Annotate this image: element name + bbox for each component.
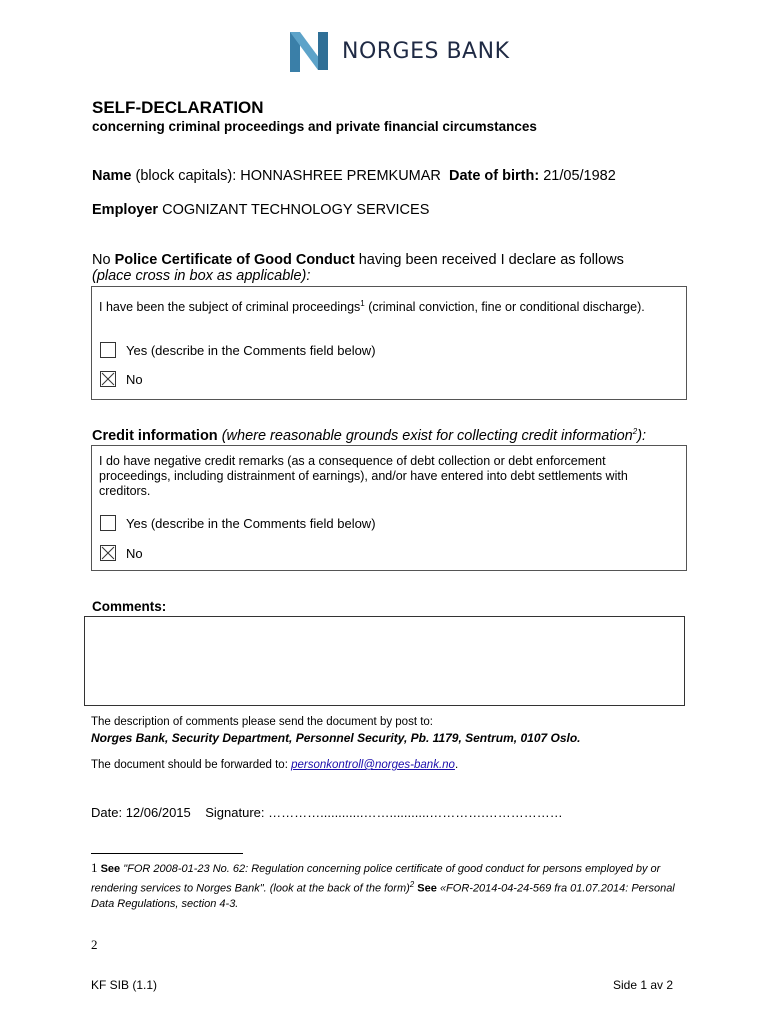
page-number: Side 1 av 2 [613, 978, 674, 992]
comments-label: Comments: [92, 599, 167, 614]
credit-no-label: No [126, 545, 143, 561]
credit-yes-label: Yes (describe in the Comments field below) [126, 515, 376, 531]
forward-text: The document should be forwarded to: [91, 759, 288, 771]
criminal-proceedings-box [91, 286, 687, 400]
credit-hint-end: ): [637, 427, 647, 444]
forward-end: . [454, 759, 459, 771]
footnote-see-1: See [100, 863, 121, 875]
footnote-number: 1 [91, 860, 98, 875]
footnote-see-2: See [417, 882, 437, 895]
employer-row [92, 202, 429, 218]
credit-statement: I do have negative credit remarks (as a consequence of debt collection or debt enforcement proceedings, including distrainment of earnings), and/or have entered into debt settlements with creditors. [99, 454, 628, 498]
police-intro-hint: (place cross in box as applicable): [92, 268, 311, 284]
page-subtitle: concerning criminal proceedings and private financial circumstances [92, 119, 537, 134]
footnote-divider [91, 853, 243, 854]
police-intro-bold: Police Certificate of Good Conduct [114, 252, 355, 268]
employer-value: COGNIZANT TECHNOLOGY SERVICES [162, 202, 430, 218]
post-instruction: The description of comments please send the document by post to: [91, 716, 433, 728]
credit-heading [92, 427, 646, 444]
dob-label: Date of birth: [448, 168, 540, 184]
footnote-ref-1: 1 [360, 299, 365, 308]
name-hint: (block capitals): [135, 168, 237, 184]
police-intro-post: having been received I declare as follows [358, 252, 624, 268]
police-intro-pre: No [92, 252, 111, 268]
footnote-ref-2: 2 [632, 427, 638, 436]
police-intro [92, 252, 624, 268]
credit-no-checkbox[interactable] [100, 545, 116, 561]
credit-no-option[interactable] [100, 545, 143, 561]
footnote-2-number: 2 [91, 937, 98, 952]
credit-box [91, 445, 687, 571]
date-value: 12/06/2015 [125, 805, 191, 820]
criminal-yes-label: Yes (describe in the Comments field below) [126, 342, 376, 358]
forward-line [91, 759, 458, 771]
date-label: Date: [91, 805, 123, 820]
name-value: HONNASHREE PREMKUMAR [240, 168, 441, 184]
signature-label: Signature: [205, 805, 265, 820]
credit-hint: (where reasonable grounds exist for collecting credit information [221, 427, 633, 444]
footnote-1 [91, 860, 691, 912]
criminal-no-label: No [126, 371, 143, 387]
criminal-yes-option[interactable] [100, 342, 376, 358]
criminal-statement-post: (criminal conviction, fine or conditional discharge). [364, 300, 645, 315]
post-address: Norges Bank, Security Department, Personnel Security, Pb. 1179, Sentrum, 0107 Oslo. [91, 731, 581, 745]
footnote-sup-2: 2 [409, 880, 415, 889]
cross-mark-icon [101, 372, 115, 386]
form-code: KF SIB (1.1) [91, 978, 158, 992]
criminal-yes-checkbox[interactable] [100, 342, 116, 358]
employer-label: Employer [92, 202, 159, 218]
criminal-no-option[interactable] [100, 371, 143, 387]
credit-yes-option[interactable] [100, 515, 376, 531]
credit-label: Credit information [92, 427, 218, 444]
comments-field[interactable] [84, 616, 685, 706]
dob-value: 21/05/1982 [543, 168, 616, 184]
footnote-text-1: "FOR 2008-01-23 No. 62: Regulation concerning police certificate of good conduct for persons employed by or rendering services to Norges Bank". (look at the back of the form) [91, 863, 661, 895]
credit-yes-checkbox[interactable] [100, 515, 116, 531]
criminal-statement-text: I have been the subject of criminal proceedings [99, 300, 361, 315]
criminal-statement [99, 296, 674, 315]
footnote-text-2: «FOR-2014-04-24-569 fra 01.07.2014: Personal Data Regulations, section 4-3. [91, 882, 675, 910]
signature-line: …………............……...........………….……………… [268, 805, 563, 820]
name-row [92, 168, 616, 184]
criminal-no-checkbox[interactable] [100, 371, 116, 387]
name-label: Name [92, 168, 132, 184]
norges-bank-logo [288, 30, 510, 72]
logo-text: NORGES BANK [342, 38, 510, 64]
cross-mark-icon [101, 546, 115, 560]
date-signature-row [91, 805, 563, 820]
page-title: SELF-DECLARATION [92, 98, 264, 117]
email-link[interactable]: personkontroll@norges-bank.no [291, 759, 455, 771]
norges-bank-logo-icon [288, 30, 330, 72]
